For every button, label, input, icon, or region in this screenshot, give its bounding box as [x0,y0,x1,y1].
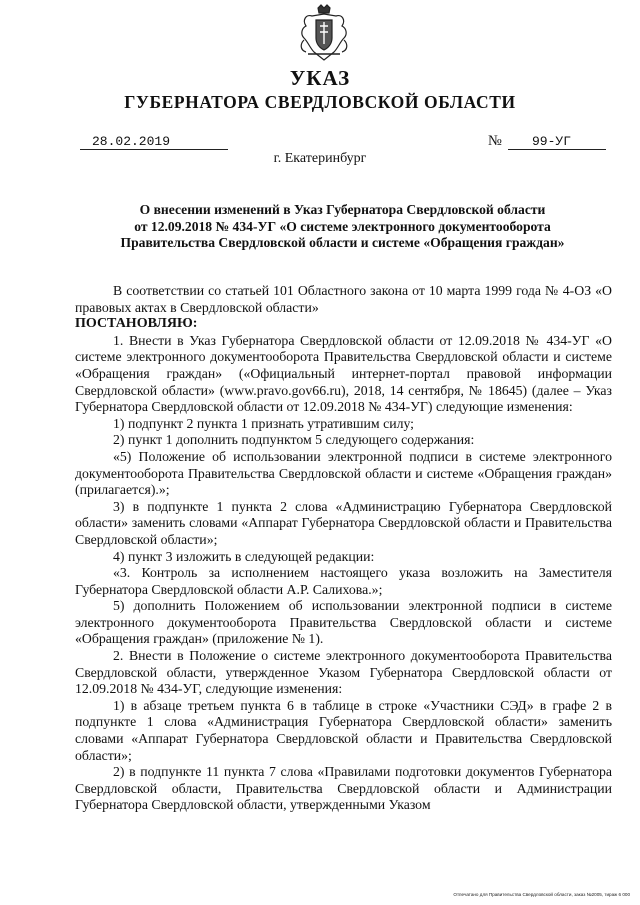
city: г. Екатеринбург [273,151,367,166]
document-subtitle: ГУБЕРНАТОРА СВЕРДЛОВСКОЙ ОБЛАСТИ [124,92,516,112]
document-number: 99-УГ [508,134,606,150]
intro-paragraph: В соответствии со статьей 101 Областного закона от 10 марта 1999 года № 4-ОЗ «О правовых актах в Свердловской области» [75,283,612,315]
document-heading [80,202,605,252]
coat-of-arms-icon [296,4,352,62]
heading-line: О внесении изменений в Указ Губернатора Свердловской области [139,202,546,217]
number-sign: № [488,133,502,149]
paragraph: 5) дополнить Положением об использовании электронной подписи в системе электронного документооборота Правительства Свердловской области и системе «Обращения граждан» (приложение № 1). [75,598,612,647]
document-date: 28.02.2019 [80,134,228,150]
document-title: УКАЗ [289,66,351,90]
decree-word: ПОСТАНОВЛЯЮ: [75,316,198,332]
print-imprint: Отпечатано для Правительства Свердловской области, заказ №2005, тираж 6 000 [453,892,630,897]
paragraph: 2) в подпункте 11 пункта 7 слова «Правилами подготовки документов Губернатора Свердловской области, Правительства Свердловской области и Администрации Губернатора Свердловской области, утвержденными Указом [75,764,612,813]
paragraph: 1) в абзаце третьем пункта 6 в таблице в строке «Участники СЭД» в графе 2 в подпункте 1 слова «Администрация Губернатора Свердловской области» заменить словами «Аппарат Губернатора Свердловской области и Правительства Свердловской области»; [75,697,612,763]
heading-line: от 12.09.2018 № 434-УГ «О системе электронного документооборота [134,218,551,234]
heading-line: Правительства Свердловской области и системе «Обращения граждан» [120,235,565,250]
paragraph: 3) в подпункте 1 пункта 2 слова «Администрацию Губернатора Свердловской области» заменить словами «Аппарат Губернатора Свердловской области и Правительства Свердловской области»; [75,498,612,547]
document-body [75,283,612,814]
paragraph: 4) пункт 3 изложить в следующей редакции: [113,548,375,564]
paragraph: «5) Положение об использовании электронной подписи в системе электронного документооборота Правительства Свердловской области и системе «Обращения граждан» (прилагается).»; [75,448,612,498]
paragraph: 1. Внести в Указ Губернатора Свердловской области от 12.09.2018 № 434-УГ «О системе электронного документооборота Правительства Свердловской области и системе «Обращения граждан» («Официальный интернет-портал правовой информации Свердловской области» (www.pravo.gov66.ru), 2018, 14 сентября, № 18645) (далее – Указ Губернатора Свердловской области от 12.09.2018 № 434-УГ) следующие изменения: [75,332,612,415]
paragraph: 2. Внести в Положение о системе электронного документооборота Правительства Свердловской области, утвержденное Указом Губернатора Свердловской области от 12.09.2018 № 434-УГ, следующие изменения: [75,648,612,697]
paragraph: 1) подпункт 2 пункта 1 признать утратившим силу; [113,415,415,431]
paragraph: 2) пункт 1 дополнить подпунктом 5 следующего содержания: [113,432,475,448]
paragraph: «3. Контроль за исполнением настоящего указа возложить на Заместителя Губернатора Свердловской области А.Р. Салихова.»; [75,565,612,597]
